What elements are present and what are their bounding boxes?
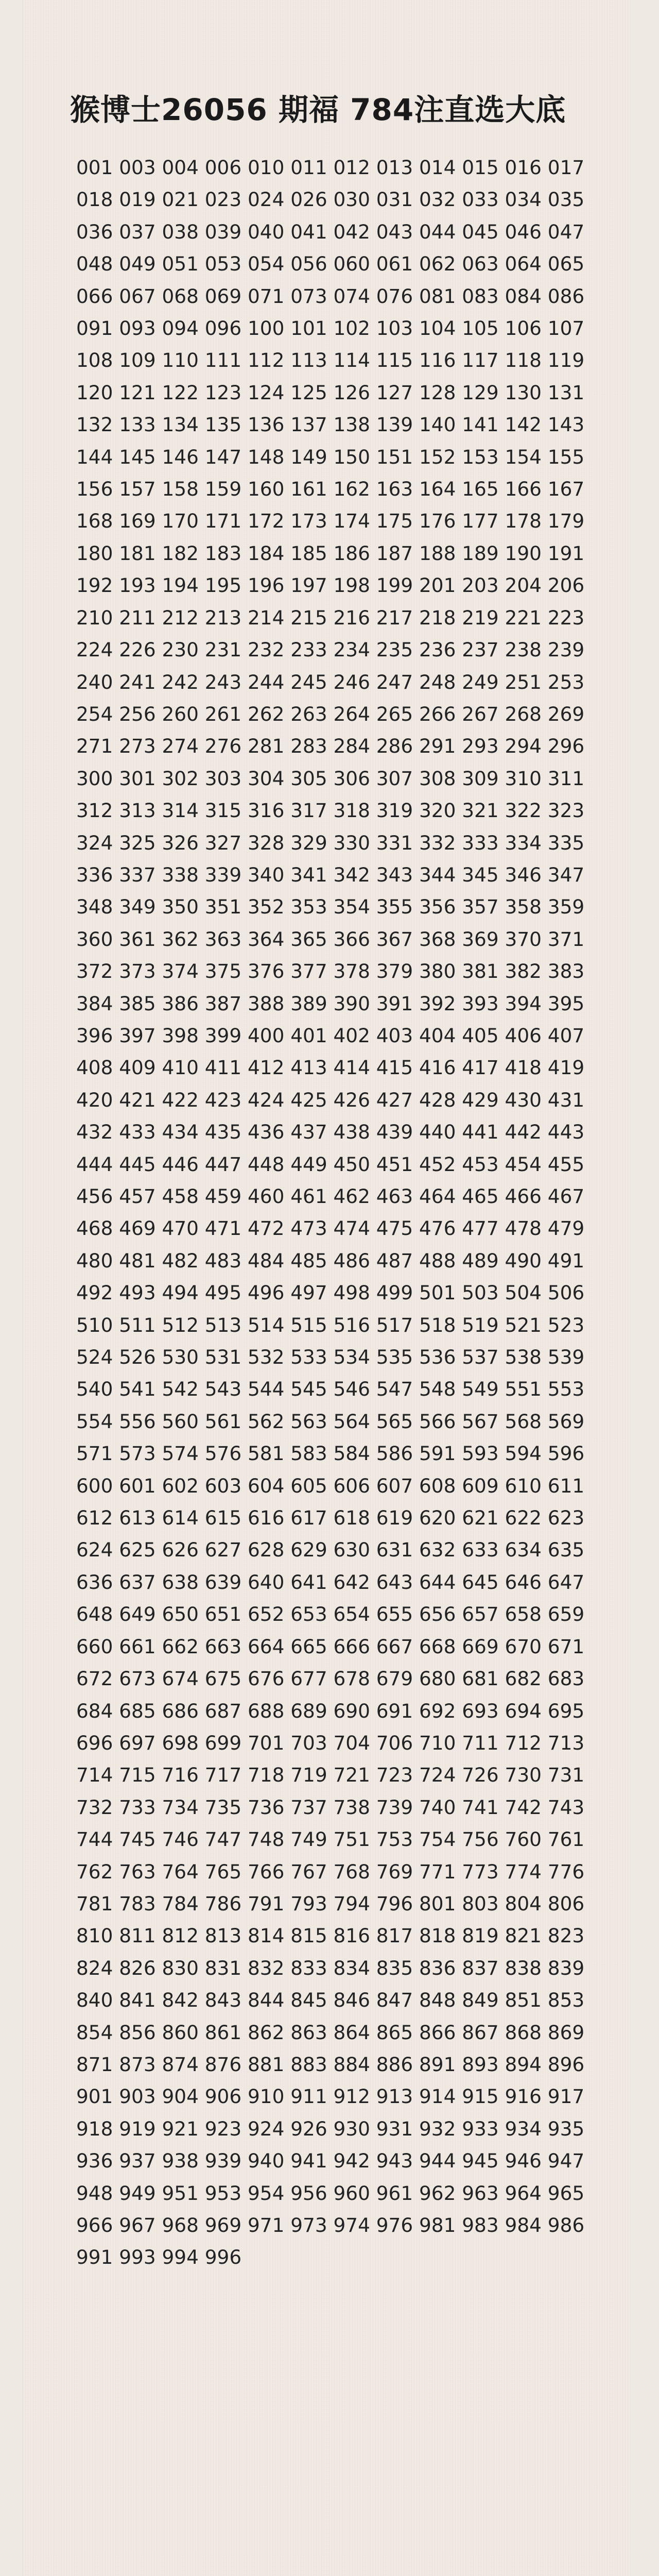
note-title: 猴博士26056 期福 784注直选大底 <box>70 92 566 127</box>
number-list: 001 003 004 006 010 011 012 013 014 015 016 017 018 019 021 023 024 026 030 031 032 033 034 035 036 037 038 039 040 041 042 043 044 045 046 047 048 049 051 053 054 056 060 061 062 063 064 065 066 067 068 069 071 073 074 076 081 083 084 086 091 093 094 096 100 101 102 103 104 105 106 107 108 109 110 111 112 113 114 115 116 117 118 119 120 121 122 123 124 125 126 127 128 129 130 131 132 133 134 135 136 137 138 139 140 141 142 143 144 145 146 147 148 149 150 151 152 153 154 155 156 157 158 159 160 161 162 163 164 165 166 167 168 169 170 171 172 173 174 175 176 177 178 179 180 181 182 183 184 185 186 187 188 189 190 191 192 193 194 195 196 197 198 199 201 203 204 206 210 211 212 213 214 215 216 217 218 219 221 223 224 226 230 231 232 233 234 235 236 237 238 239 240 241 242 243 244 245 246 247 248 249 251 253 254 256 260 261 262 263 264 265 266 267 268 269 271 273 274 276 281 283 284 286 291 293 294 296 300 301 302 303 304 305 306 307 308 309 310 311 312 313 314 315 316 317 318 319 320 321 322 323 324 325 326 327 328 329 330 331 332 333 334 335 336 337 338 339 340 341 342 343 344 345 346 347 348 349 350 351 352 353 354 355 356 357 358 359 360 361 362 363 364 365 366 367 368 369 370 371 372 373 374 375 376 377 378 379 380 381 382 383 384 385 386 387 388 389 390 391 392 393 394 395 396 397 398 399 400 401 402 403 404 405 406 407 408 409 410 411 412 413 414 415 416 417 418 419 420 421 422 423 424 425 426 427 428 429 430 431 432 433 434 435 436 437 438 439 440 441 442 443 444 445 446 447 448 449 450 451 452 453 454 455 456 457 458 459 460 461 462 463 464 465 466 467 468 469 470 471 472 473 474 475 476 477 478 479 480 481 482 483 484 485 486 487 488 489 490 491 492 493 494 495 496 497 498 499 501 503 504 506 510 511 512 513 514 515 516 517 518 519 521 523 524 526 530 531 532 533 534 535 536 537 538 539 540 541 542 543 544 545 546 547 548 549 551 553 554 556 560 561 562 563 564 565 566 567 568 569 571 573 574 576 581 583 584 586 591 593 594 596 600 601 602 603 604 605 606 607 608 609 610 611 612 613 614 615 616 617 618 619 620 621 622 623 624 625 626 627 628 629 630 631 632 633 634 635 636 637 638 639 640 641 642 643 644 645 646 647 648 649 650 651 652 653 654 655 656 657 658 659 660 661 662 663 664 665 666 667 668 669 670 671 672 673 674 675 676 677 678 679 680 681 682 683 684 685 686 687 688 689 690 691 692 693 694 695 696 697 698 699 701 703 704 706 710 711 712 713 714 715 716 717 718 719 721 723 724 726 730 731 732 733 734 735 736 737 738 739 740 741 742 743 744 745 746 747 748 749 751 753 754 756 760 761 762 763 764 765 766 767 768 769 771 773 774 776 781 783 784 786 791 793 794 796 801 803 804 806 810 811 812 813 814 815 816 817 818 819 821 823 824 826 830 831 832 833 834 835 836 837 838 839 840 841 842 843 844 845 846 847 848 849 851 853 854 856 860 861 862 863 864 865 866 867 868 869 871 873 874 876 881 883 884 886 891 893 894 896 901 903 904 906 910 911 912 913 914 915 916 917 918 919 921 923 924 926 930 931 932 933 934 935 936 937 938 939 940 941 942 943 944 945 946 947 948 949 951 953 954 956 960 961 962 963 964 965 966 967 968 969 971 973 974 976 981 983 984 986 991 993 994 996 <box>76 156 585 2269</box>
note-paper <box>23 0 630 2576</box>
